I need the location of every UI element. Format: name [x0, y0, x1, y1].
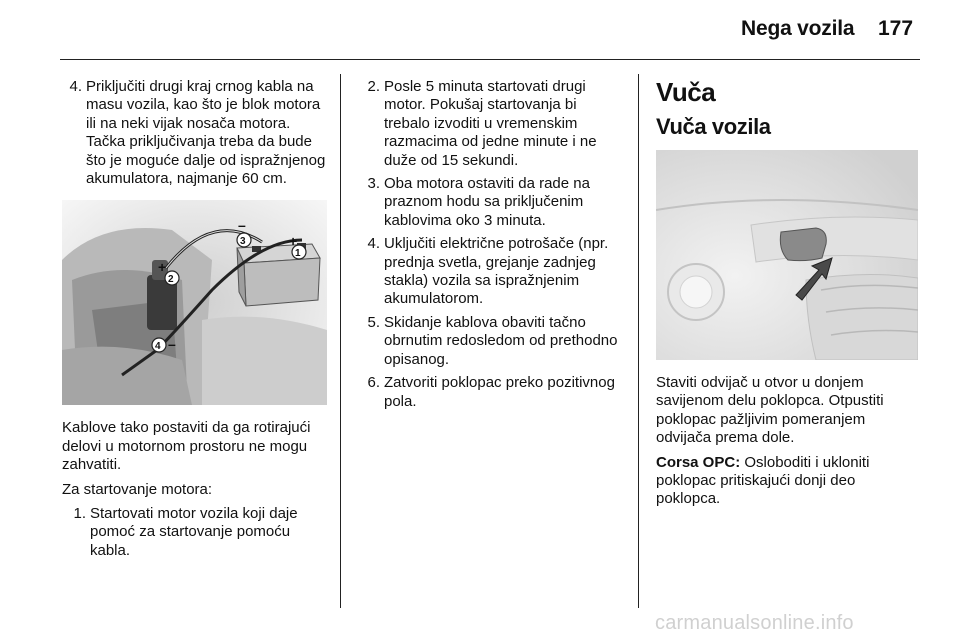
- bumper-cover-illustration: [656, 150, 918, 360]
- header-rule: [60, 59, 920, 60]
- step-number: 6.: [367, 374, 380, 392]
- callout-1: 1: [295, 248, 301, 260]
- list-item: [360, 175, 625, 230]
- list-item: [360, 235, 625, 309]
- opc-instruction: [656, 454, 921, 509]
- plus-left-label: +: [158, 259, 167, 276]
- step-text: Skidanje kablova obaviti tačno obrnutim redosledom od prethodno opisanog.: [384, 313, 618, 368]
- list-item: [66, 505, 327, 560]
- opc-label: Corsa OPC:: [656, 453, 741, 471]
- subsection-title: Vuča vozila: [656, 114, 771, 139]
- callout-4: 4: [155, 341, 161, 353]
- callout-3: 3: [240, 236, 246, 248]
- callout-2: 2: [168, 274, 174, 286]
- start-intro: Za startovanje motora:: [62, 480, 213, 498]
- left-column: [62, 78, 327, 565]
- page-header: [0, 0, 960, 60]
- step-text: Priključiti drugi kraj crnog kabla na masu vozila, kao što je blok motora ili na neki vijak nosača motora. Tačka priključivanja treba da bude što je moguće dalje od ispražnjenog akumulatora, najmanje 60 cm.: [86, 78, 326, 188]
- battery-graphic: [237, 243, 320, 306]
- section-title: Vuča: [656, 77, 716, 107]
- step-number: 1.: [73, 505, 86, 523]
- engine-bay-battery-illustration: [62, 200, 327, 405]
- step-list-continued: [62, 78, 327, 188]
- step-number: 5.: [367, 313, 380, 331]
- step-list-middle: [360, 78, 625, 411]
- page-number: 177: [878, 17, 914, 40]
- list-item: [360, 314, 625, 369]
- minus-top-label: –: [238, 217, 246, 234]
- step-number: 4.: [367, 235, 380, 253]
- middle-column: [360, 78, 625, 416]
- step-text: Zatvoriti poklopac preko pozitivnog pola.: [384, 374, 615, 410]
- step-number: 4.: [69, 78, 82, 95]
- step-number: 3.: [367, 175, 380, 193]
- right-column: [656, 78, 921, 515]
- start-step-list: [62, 505, 327, 560]
- minus-bottom-label: –: [168, 336, 176, 353]
- cable-routing-note: Kablove tako postaviti da ga rotirajući delovi u motornom prostoru ne mogu zahvatiti.: [62, 419, 311, 474]
- plus-right-label: +: [289, 233, 298, 250]
- step-number: 2.: [367, 78, 380, 95]
- list-item: [360, 78, 625, 170]
- opc-text: Osloboditi i ukloniti poklopac pritiskajući donji deo poklopca.: [656, 453, 870, 508]
- removal-instruction: Staviti odvijač u otvor u donjem savijenom delu poklopca. Otpustiti poklopac pažljivim pomeranjem odvijača prema dole.: [656, 374, 884, 447]
- step-text: Uključiti električne potrošače (npr. prednja svetla, grejanje zadnjeg stakla) vozila sa ispražnjenim akumulatorom.: [384, 235, 609, 308]
- chapter-title: Nega vozila: [741, 17, 855, 40]
- jump-start-illustration: [62, 200, 327, 405]
- step-text: Oba motora ostaviti da rade na praznom hodu sa priključenim kablovima oko 3 minuta.: [384, 175, 590, 229]
- column-divider-left: [340, 74, 341, 608]
- towing-eye-cover-illustration: [656, 150, 918, 360]
- list-item: [360, 374, 625, 411]
- step-text: Startovati motor vozila koji daje pomoć za startovanje pomoću kabla.: [90, 505, 298, 559]
- column-divider-right: [638, 74, 639, 608]
- list-item: [62, 78, 327, 188]
- watermark: carmanualsonline.info: [655, 612, 854, 634]
- step-text: Posle 5 minuta startovati drugi motor. Pokušaj startovanja bi trebalo izvoditi u vremenskim razmacima od jedne minute i ne duže od 15 sekundi.: [384, 78, 597, 169]
